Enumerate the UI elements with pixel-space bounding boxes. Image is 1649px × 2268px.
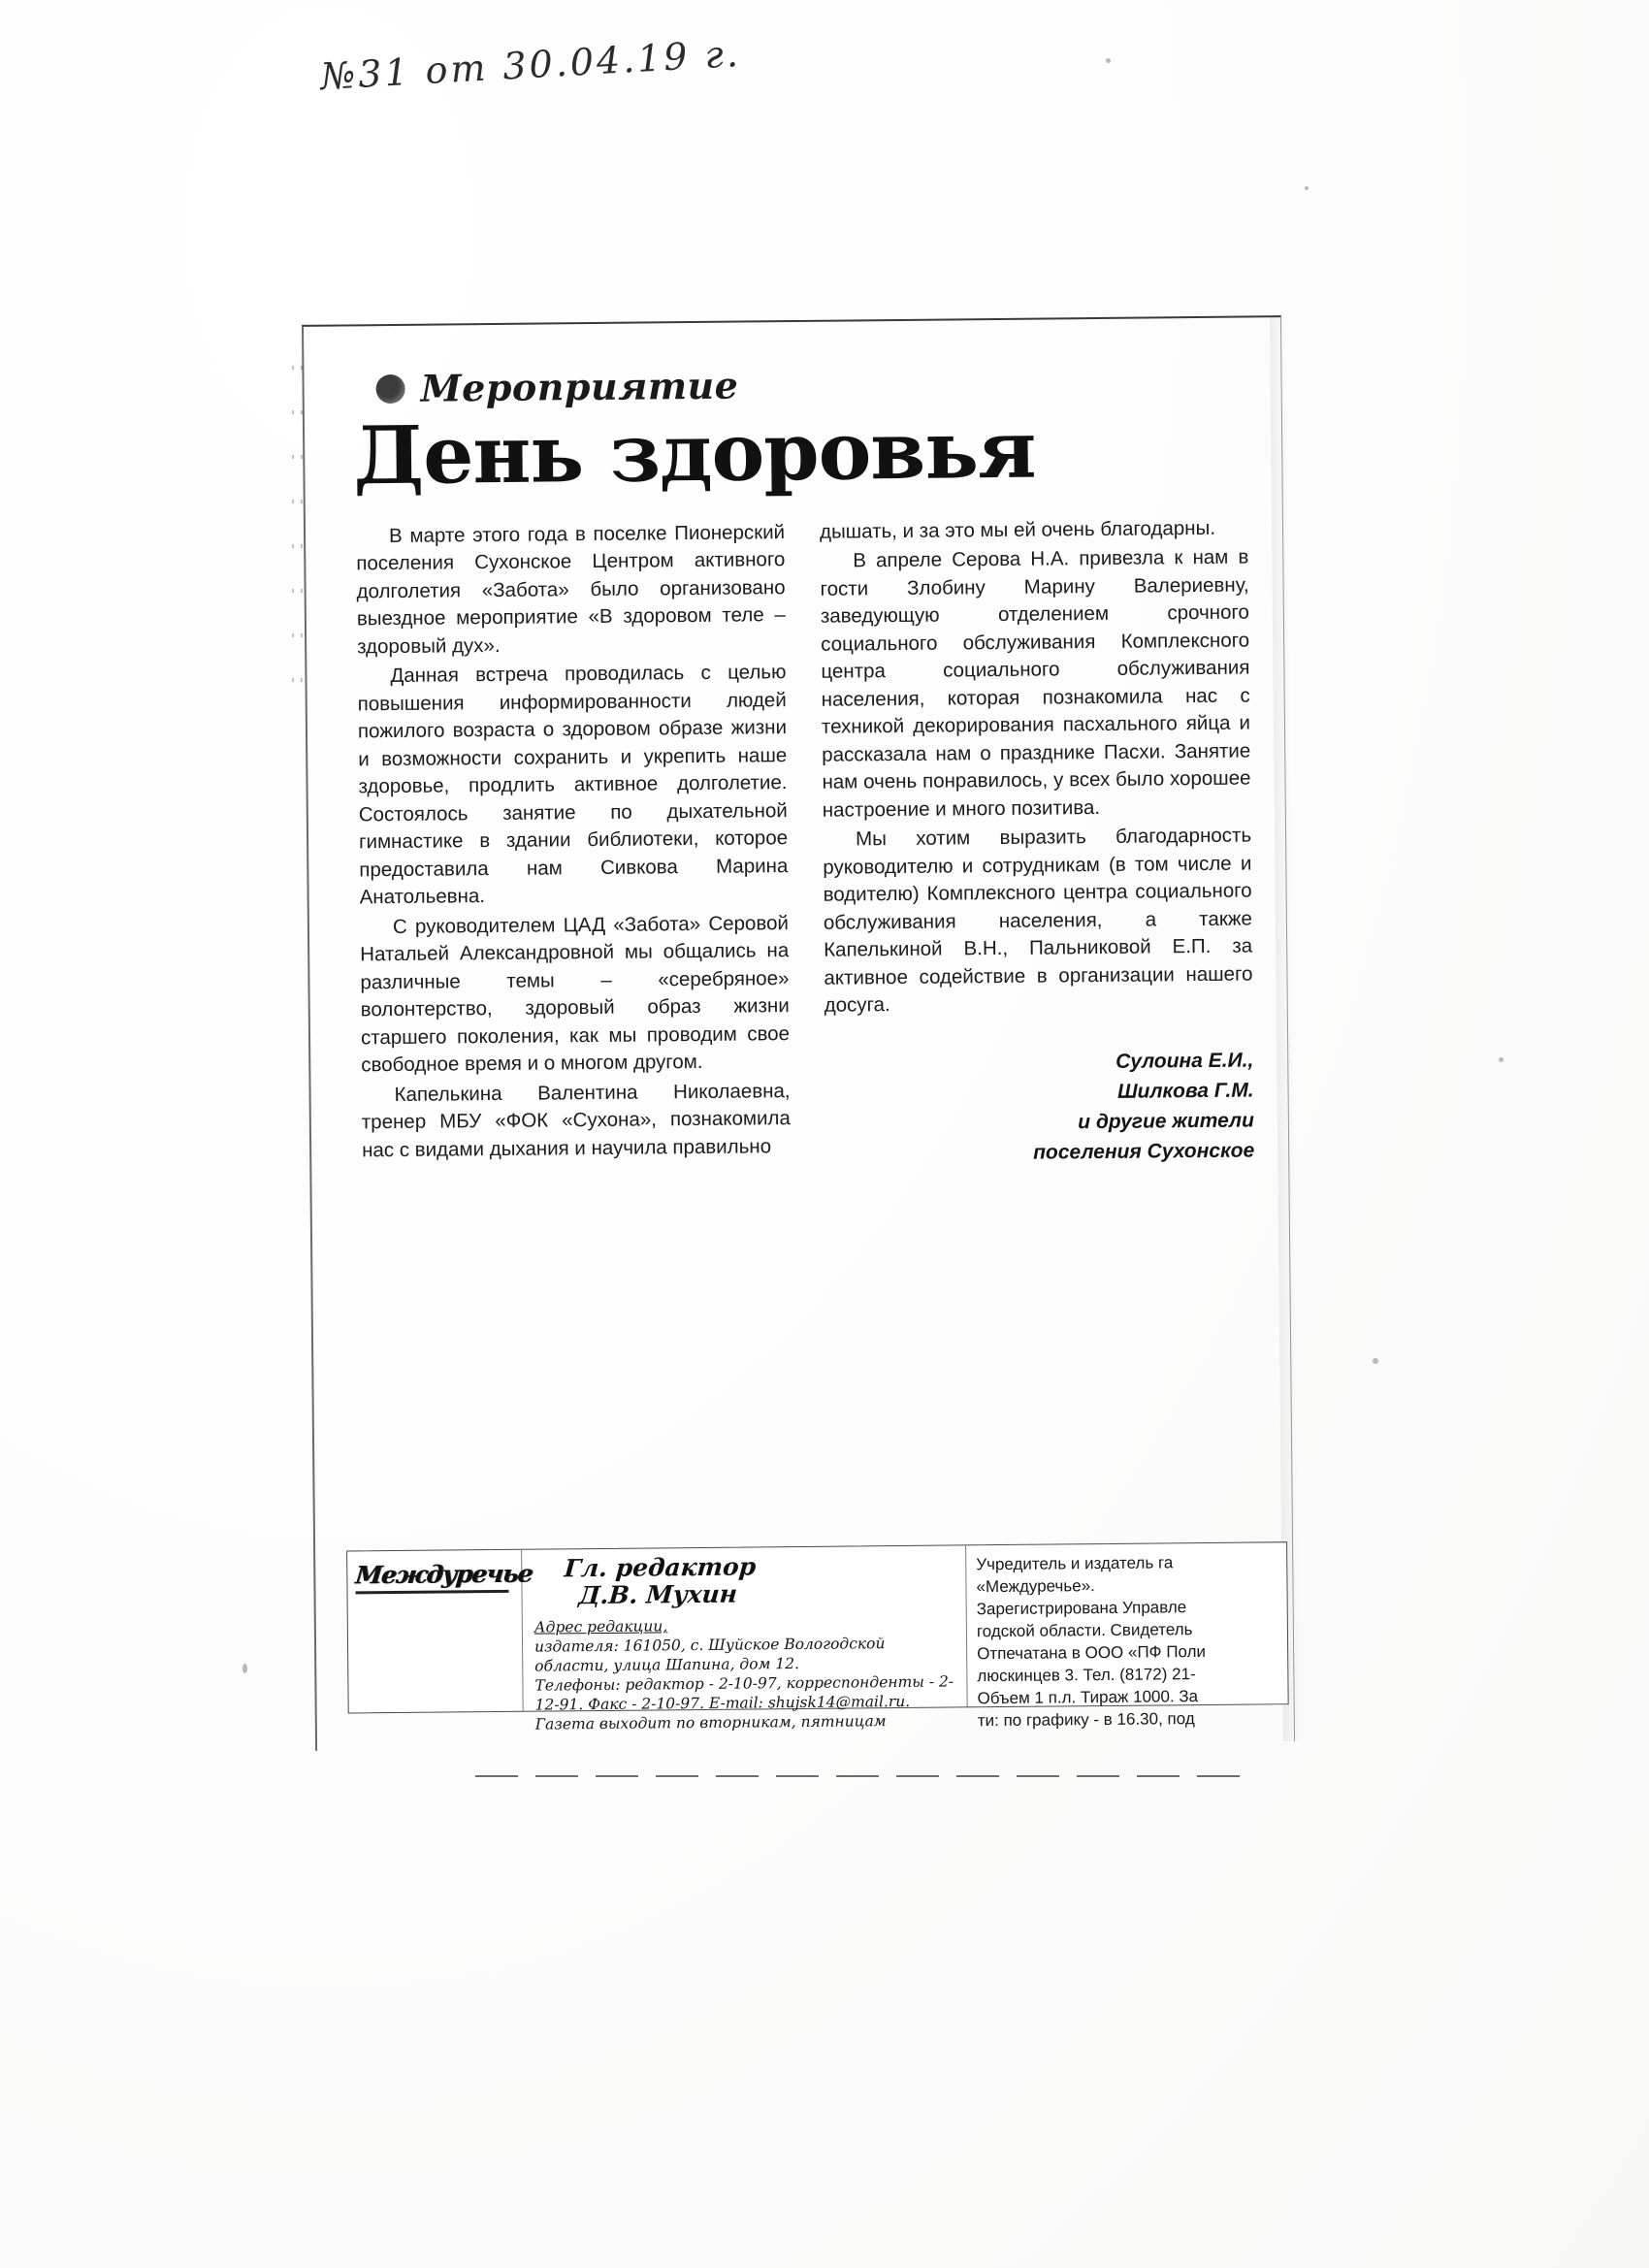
paragraph: Данная встреча проводилась с целью повышения информированности людей пожилого возраста о здоровом образе жизни и возможности сохранить и укрепить наше здоровье, продлить активное долголетие. Состоялось занятие по дыхательной гимнастике в здании библиотеки, которое предоставила нам Сивкова Марина Анатольевна.	[357, 661, 789, 909]
newspaper-clipping	[302, 315, 1295, 1751]
colophon-box	[346, 1541, 1289, 1733]
legal-line: Отпечатана в ООО «ПФ Поли	[977, 1641, 1207, 1664]
paragraph: С руководителем ЦАД «Забота» Серовой Натальей Александровной мы общались на различные темы – «серебряное» волонтерство, здоровый образ жизни старшего поколения, как мы проводим свое свободное время и о многом другом.	[360, 911, 791, 1077]
paragraph: Мы хотим выразить благодарность руководителю и сотрудникам (в том числе и водителю) Комплексного центра социального обслуживания населения, а также Капелькиной В.Н., Пальниковой Е.П. за активное содействие в организации нашего досуга.	[823, 824, 1253, 1017]
article-signature	[824, 1045, 1254, 1169]
newspaper-masthead: Междуречье	[353, 1559, 534, 1590]
editor-title: Гл. редактор	[563, 1552, 758, 1583]
scan-speck	[1106, 58, 1111, 63]
imprint-line: Телефоны: редактор - 2-10-97, корреспонденты - 2-12-91. Факс - 2-10-97. E-mail: shujsk14@mail.ru.	[534, 1672, 954, 1714]
editor-name: Д.В. Мухин	[577, 1579, 739, 1610]
article-column-left	[356, 519, 791, 1174]
paragraph: В апреле Серова Н.А. привезла к нам в гости Злобину Марину Валериевну, заведующую отделением срочного социального обслуживания Комплексного центра социального обслуживания населения, которая познакомила нас с техникой декорирования пасхального яйца и рассказала нам о празднике Пасхи. Занятие нам очень понравилось, у всех было хорошее настроение и много позитива.	[820, 545, 1251, 822]
article-rubric	[375, 358, 1262, 410]
editor-block	[535, 1553, 782, 1609]
scan-speck	[1305, 186, 1309, 190]
bullet-icon	[375, 373, 404, 403]
legal-line: «Междуречье».	[976, 1576, 1095, 1597]
scan-speck	[1499, 1057, 1504, 1062]
scan-fold-line	[475, 1775, 1242, 1777]
masthead-block	[347, 1550, 534, 1713]
legal-line: годской области. Свидетель	[976, 1620, 1193, 1641]
signature-line: и другие жители	[1078, 1109, 1254, 1133]
legal-line: Учредитель и издатель га	[976, 1553, 1174, 1574]
legal-line: Объем 1 п.л. Тираж 1000. За	[977, 1687, 1199, 1708]
legal-block	[966, 1542, 1288, 1731]
article-column-right	[820, 514, 1254, 1169]
paragraph: В марте этого года в поселке Пионерский поселения Сухонское Центром активного долголетия «Забота» было организовано выездное мероприятие «В здоровом теле – здоровый дух».	[356, 520, 786, 658]
handwritten-date-note: №31 от 30.04.19 г.	[319, 31, 742, 99]
imprint-line: Газета выходит по вторникам, пятницам	[534, 1712, 887, 1733]
signature-line: Шилкова Г.М.	[1116, 1079, 1254, 1103]
article-headline: День здоровья	[352, 403, 1036, 503]
signature-line: Сулоина Е.И.,	[1116, 1049, 1254, 1073]
imprint-line: издателя: 161050, с. Шуйское Вологодской области, улица Шапина, дом 12.	[534, 1635, 886, 1675]
article-body	[356, 514, 1270, 1174]
legal-line: люскинцев 3. Тел. (8172) 21-	[977, 1665, 1196, 1686]
scan-edge-marks: ' ' ' ' ' ' ' ' ' ' ' ' ' ' ' '	[291, 363, 305, 693]
scan-speck	[242, 1664, 247, 1673]
paragraph: дышать, и за это мы ей очень благодарны.	[819, 516, 1216, 543]
masthead-rule	[356, 1590, 509, 1595]
legal-line: ти: по графику - в 16.30, под	[977, 1709, 1195, 1731]
signature-line: поселения Сухонское	[1033, 1139, 1255, 1164]
imprint-label: Адрес редакции,	[534, 1617, 668, 1636]
imprint-block	[522, 1545, 968, 1733]
paragraph: Капелькина Валентина Николаевна, тренер МБУ «ФОК «Сухона», познакомила нас с видами дыхания и научила правильно	[361, 1079, 791, 1161]
legal-line: Зарегистрирована Управле	[976, 1598, 1187, 1619]
rubric-label: Мероприятие	[420, 363, 739, 410]
scan-speck	[1373, 1358, 1378, 1364]
